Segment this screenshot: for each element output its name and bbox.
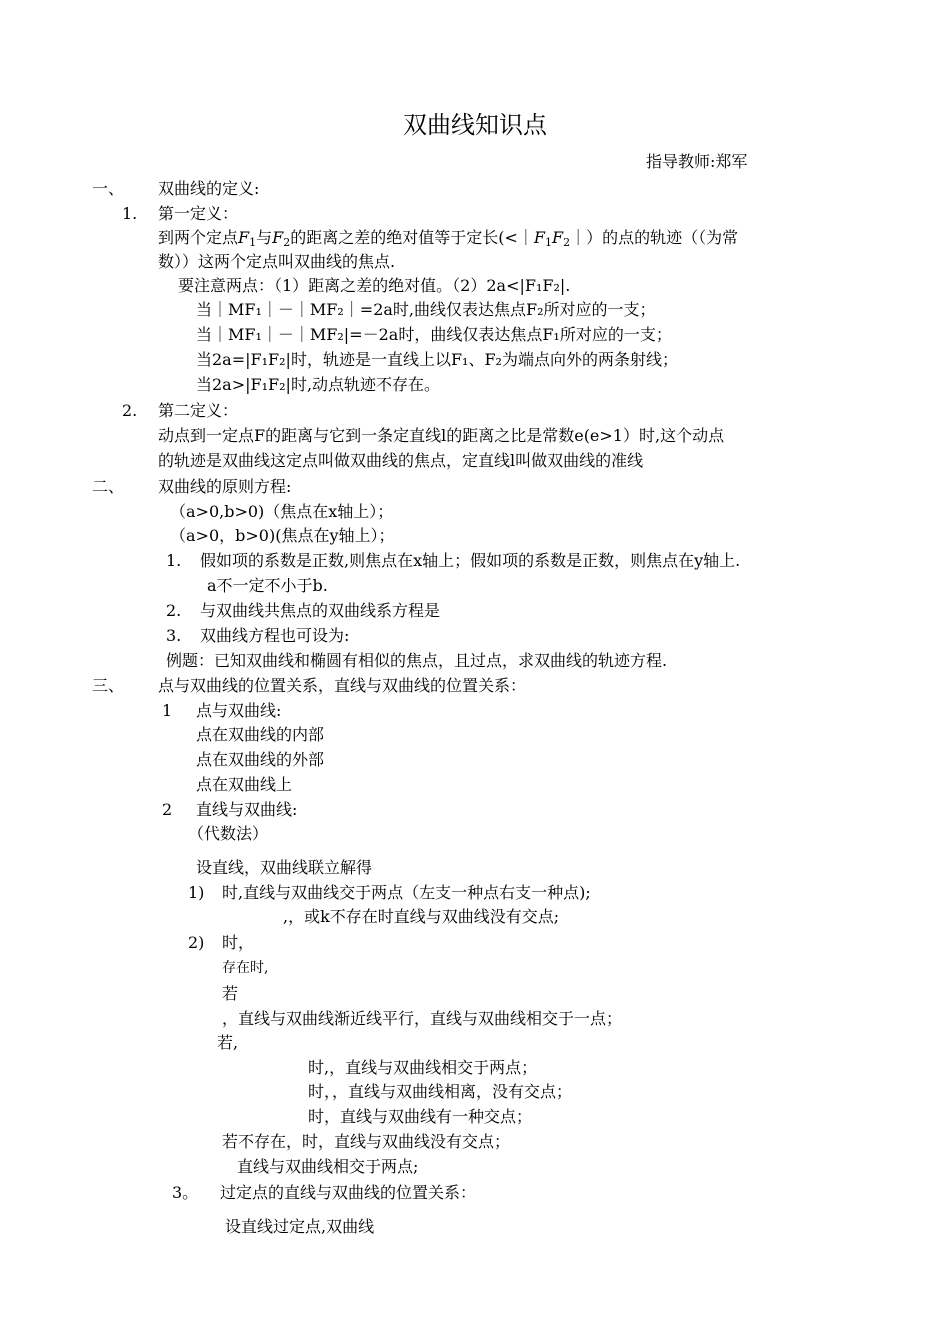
s3-case2-j: 直线与双曲线相交于两点; [237,1157,419,1176]
s3-case1-a: 时,直线与双曲线交于两点（左支一种点右支一种点); [222,883,591,902]
section2-heading: 双曲线的原则方程: [158,477,292,496]
def2-number: 2. [122,401,138,420]
def2-line2: 的轨迹是双曲线这定点叫做双曲线的焦点，定直线l叫做双曲线的准线 [158,451,644,470]
equation-x-axis: （a>0,b>0)（焦点在x轴上）； [170,502,394,521]
def1-note: 要注意两点：（1）距离之差的绝对值。（2）2a<|F₁F₂|. [178,276,571,295]
s3-p1-on: 点在双曲线上 [196,775,293,794]
s2-item2-text: 与双曲线共焦点的双曲线系方程是 [200,601,441,620]
s3-p3-setup: 设直线过定点,双曲线 [225,1217,375,1236]
def1-text-d: ｜）的点的轨迹（（为常 [570,228,739,247]
def1-case3: 当2a=|F₁F₂|时，轨迹是一直线上以F₁、F₂为端点向外的两条射线； [196,350,678,369]
s3-p2-number: 2 [162,800,173,819]
section1-number: 一、 [92,179,125,198]
s3-case2-b: 存在时, [222,960,269,976]
def1-text-c: 的距离之差的绝对值等于定长(<｜ [290,228,534,247]
s2-item1-number: 1. [166,551,182,570]
def1-case4: 当2a>|F₁F₂|时,动点轨迹不存在。 [196,375,441,394]
s2-item3-number: 3. [166,626,182,645]
teacher-line: 指导教师:郑军 [646,152,748,171]
s3-case2-f: 时,，直线与双曲线相交于两点； [308,1058,538,1077]
equation-y-axis: （a>0，b>0)(焦点在y轴上）； [170,526,395,545]
section2-number: 二、 [92,477,125,496]
s2-item1-text: 假如项的系数是正数,则焦点在x轴上；假如项的系数是正数，则焦点在y轴上. [200,551,741,570]
def2-heading: 第二定义： [158,401,239,420]
s3-p2-setup: 设直线，双曲线联立解得 [196,858,373,877]
s2-example: 例题：已知双曲线和椭圆有相似的焦点，且过点，求双曲线的轨迹方程. [166,651,668,670]
def1-heading: 第一定义： [158,204,239,223]
s3-case2-e: 若, [217,1033,239,1052]
def1-number: 1. [122,204,138,223]
s2-item3-text: 双曲线方程也可设为: [200,626,350,645]
s3-case2-h: 时，直线与双曲线有一种交点； [308,1107,533,1126]
s3-p3-heading: 过定点的直线与双曲线的位置关系： [220,1183,477,1202]
def1-text-b: 与 [256,228,273,247]
s3-p2-heading: 直线与双曲线: [196,800,298,819]
def1-case2: 当｜MF₁｜－｜MF₂|=－2a时，曲线仅表达焦点F₁所对应的一支； [196,325,672,344]
s3-p3-number: 3。 [172,1183,199,1202]
s3-case2-d: ，直线与双曲线渐近线平行，直线与双曲线相交于一点； [222,1009,623,1028]
def1-case1: 当｜MF₁｜－｜MF₂｜=2a时,曲线仅表达焦点F₂所对应的一支； [196,300,656,319]
def2-line1: 动点到一定点F的距离与它到一条定直线l的距离之比是常数e(e>1）时,这个动点 [158,426,725,445]
s2-item1-cont: a不一定不小于b. [207,576,328,595]
def1-text-a: 到两个定点 [158,228,239,247]
s3-case2-c: 若 [222,984,239,1003]
s3-case2-g: 时，，直线与双曲线相离，没有交点； [308,1082,573,1101]
s3-case1-b: ,，或k不存在时直线与双曲线没有交点; [283,907,560,926]
s3-case2-i: 若不存在，时，直线与双曲线没有交点； [222,1132,511,1151]
page-title: 双曲线知识点 [403,111,547,139]
s3-case2-number: 2) [188,933,205,952]
section1-heading: 双曲线的定义: [158,179,260,198]
section3-heading: 点与双曲线的位置关系，直线与双曲线的位置关系： [158,676,527,695]
s3-p1-outside: 点在双曲线的外部 [196,750,325,769]
section3-number: 三、 [92,676,125,695]
def1-text-line2: 数））这两个定点叫双曲线的焦点. [158,252,396,271]
s3-case2-a: 时， [222,933,255,952]
s3-p2-method: （代数法） [188,824,269,843]
s3-p1-inside: 点在双曲线的内部 [196,725,325,744]
s2-item2-number: 2. [166,601,182,620]
s3-p1-heading: 点与双曲线: [196,701,282,720]
def1-text-line1: 到两个定点$F_1$与$F_2$的距离之差的绝对值等于定长$(<|F_1F_2|)$的点的轨迹（（为常 [158,228,739,249]
s3-case1-number: 1) [188,883,205,902]
s3-p1-number: 1 [162,701,173,720]
